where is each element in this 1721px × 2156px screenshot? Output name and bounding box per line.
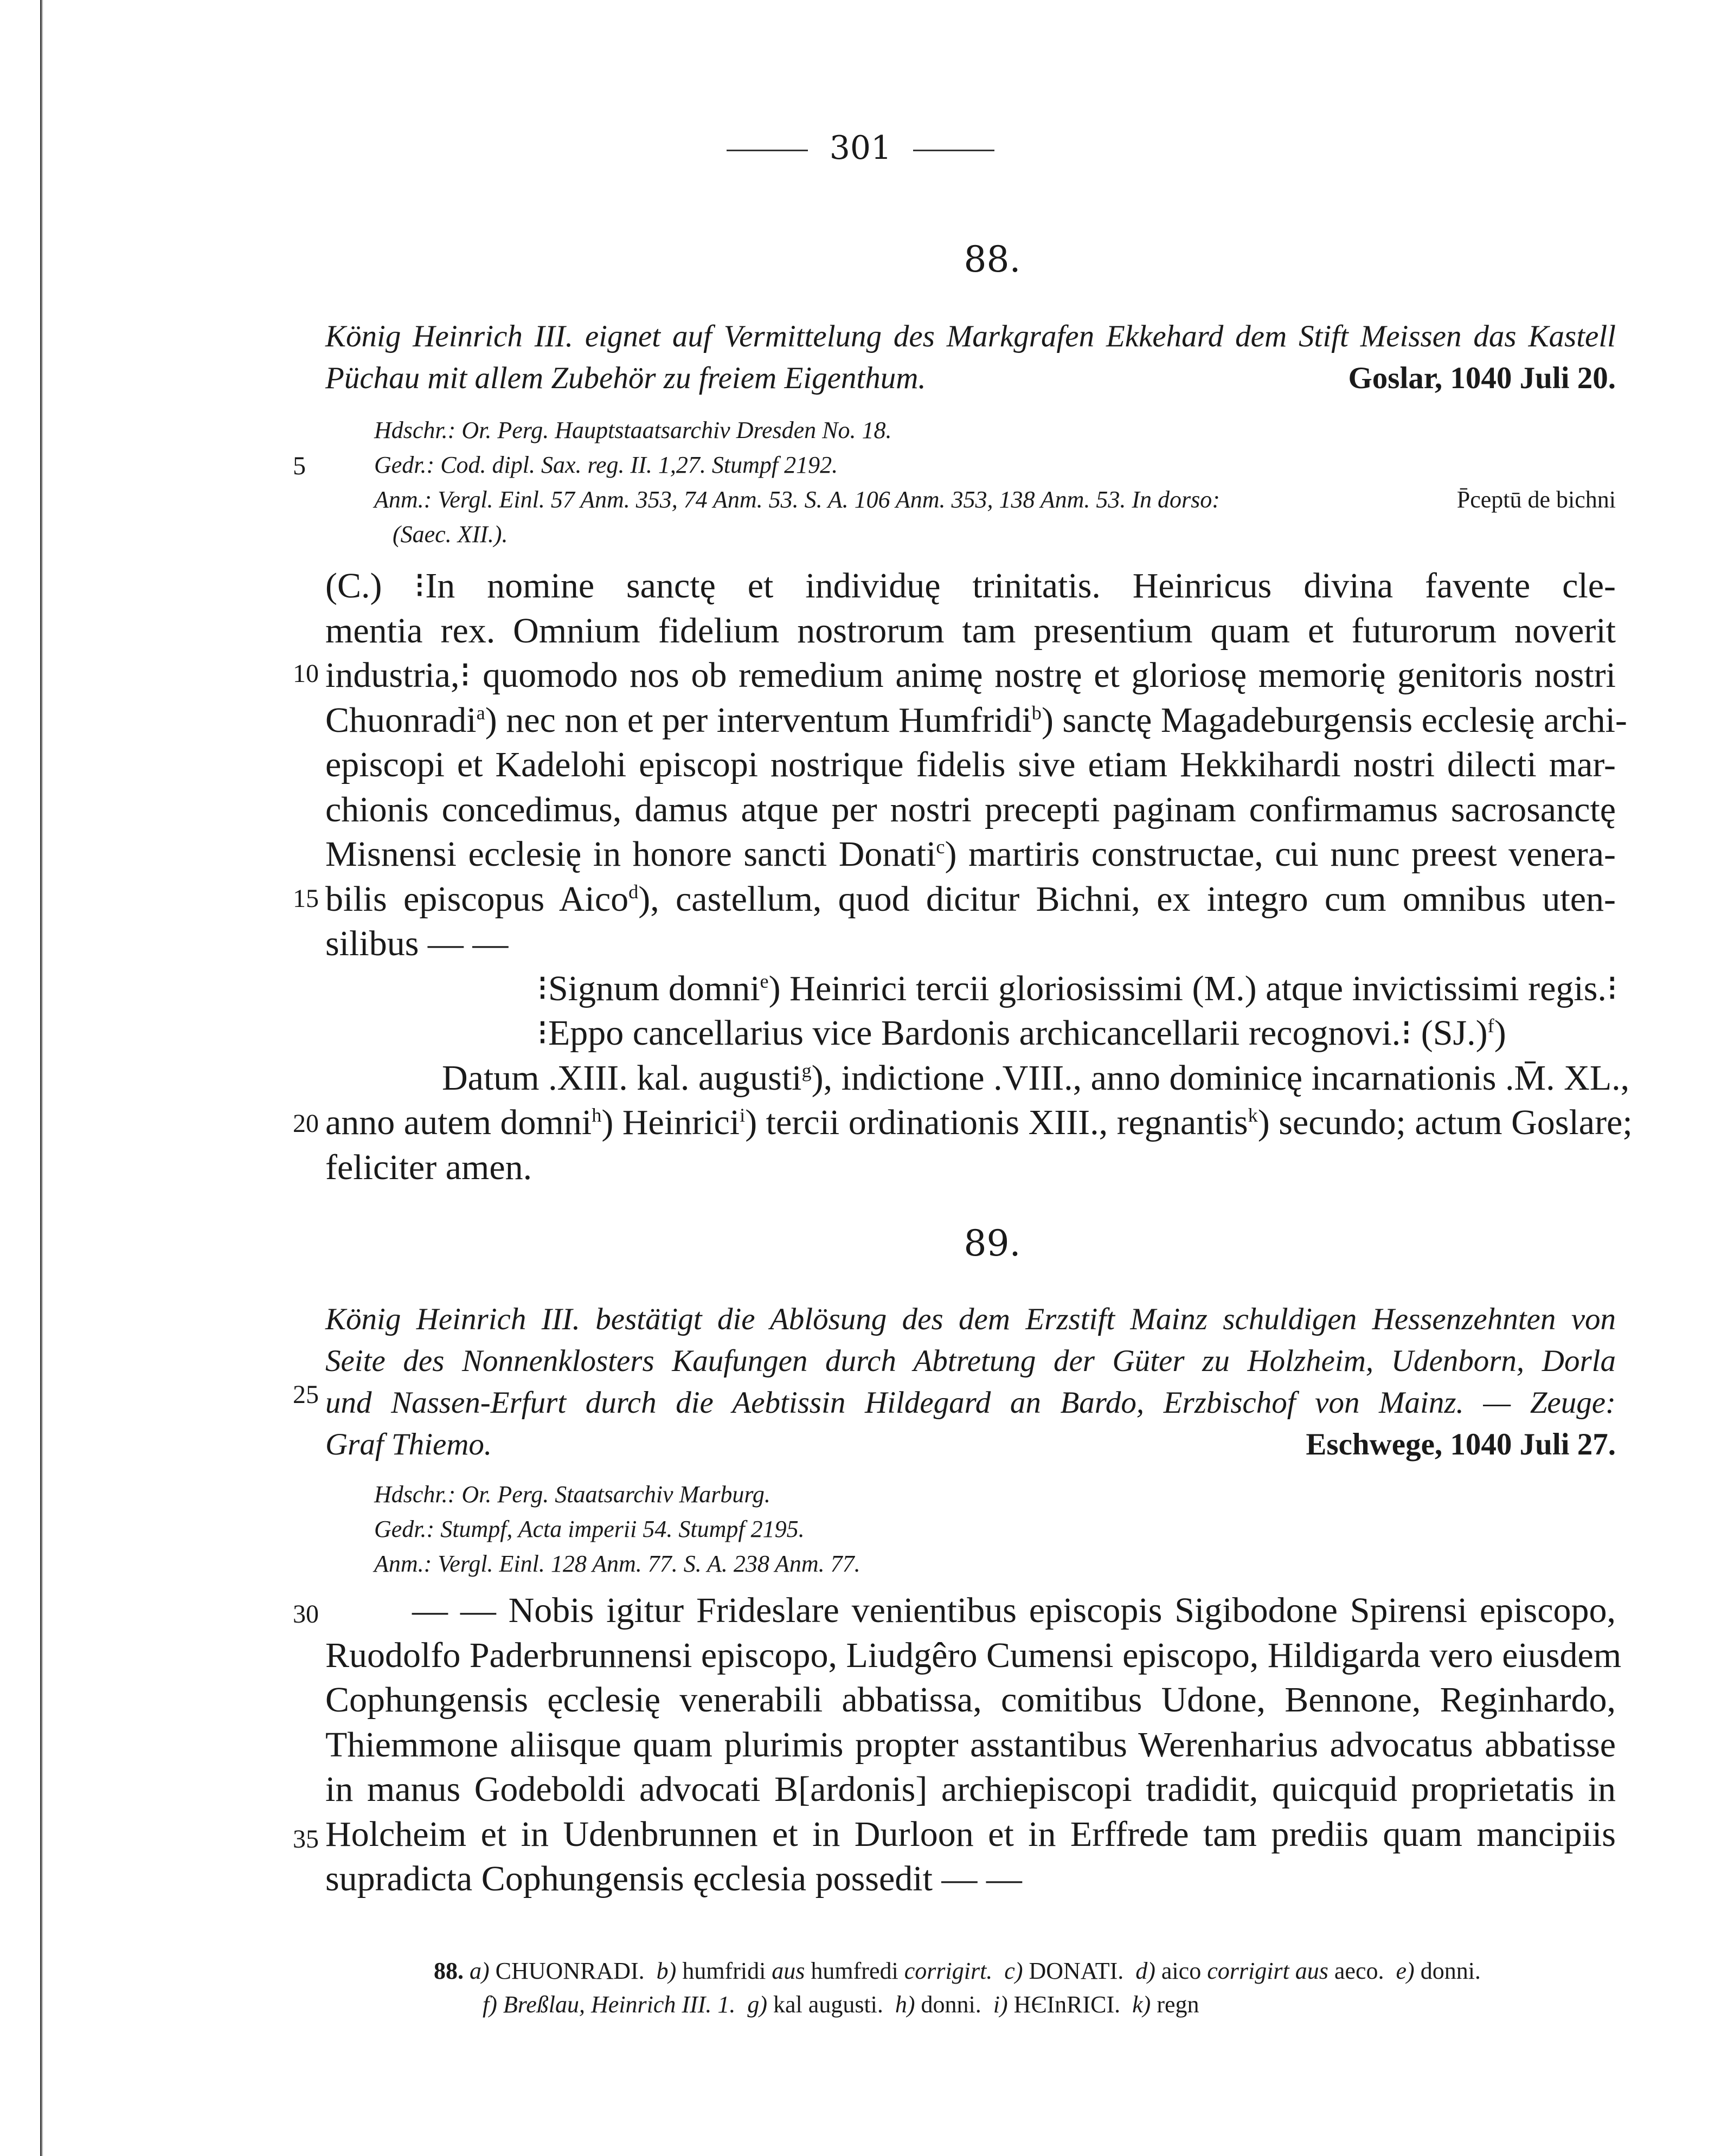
footnote-marker: b [1031, 701, 1042, 724]
regest-last-line [325, 357, 1616, 399]
text-line [325, 1056, 1630, 1101]
footnote-marker: e [760, 970, 769, 992]
page-number-dash-left [727, 150, 808, 151]
line-number: 5 [293, 452, 306, 480]
dorso-note: P̄ceptū de bichni [1456, 486, 1616, 513]
footnote-marker: h [592, 1104, 602, 1126]
text-fragment: ⁝Signum domni [537, 968, 760, 1008]
footnote-marker: a [476, 701, 485, 724]
footnote-text: humfridi [682, 1958, 766, 1984]
text-fragment: ⁝Eppo cancellarius vice Bardonis archicancellarii recognovi.⁝ (SJ.) [537, 1013, 1488, 1053]
line-number: 30 [293, 1600, 319, 1629]
text-line: — — Nobis igitur Frideslare venientibus episcopis Sigibodone Spirensi episcopo, [412, 1591, 1616, 1630]
meta-line: Gedr.: Cod. dipl. Sax. reg. II. 1,27. Stumpf 2192. [374, 452, 838, 478]
footnote-text: aus [772, 1958, 805, 1984]
line-number: 10 [293, 659, 319, 688]
text-fragment: ) tercii ordinationis XIII., regnantis [745, 1103, 1248, 1142]
footnote-label: 88. [434, 1958, 464, 1984]
line-number: 20 [293, 1109, 319, 1138]
regest-last-line [325, 1424, 1616, 1465]
text-fragment: ) sanctę Magadeburgensis ecclesię archi- [1041, 700, 1627, 740]
meta-line: Anm.: Vergl. Einl. 57 Anm. 353, 74 Anm. 53. S. A. 106 Anm. 353, 138 Anm. 53. In dorso: [374, 486, 1220, 513]
page-number-dash-right [913, 150, 994, 151]
text-line: Holcheim et in Udenbrunnen et in Durloon et in Erffrede tam prediis quam mancipiis [325, 1814, 1616, 1854]
text-line: feliciter amen. [325, 1147, 532, 1187]
text-line [325, 698, 1627, 743]
footnote-marker: d [628, 880, 639, 903]
footnote-text: aeco. [1334, 1958, 1384, 1984]
text-line: Ruodolfo Paderbrunnensi episcopo, Liudgêro Cumensi episcopo, Hildigarda vero eiusdem [325, 1635, 1622, 1675]
line-number: 35 [293, 1825, 319, 1853]
footnote-mark: b) [656, 1958, 677, 1984]
place-date: Eschwege, 1040 Juli 27. [1306, 1427, 1616, 1462]
signum-line [325, 967, 1616, 1012]
text-line: in manus Godeboldi advocati B[ardonis] archiepiscopi tradidit, quicquid proprietatis in [325, 1769, 1616, 1809]
footnote-text: kal augusti. [773, 1991, 883, 2018]
footnote-text: corrigirt. [904, 1958, 993, 1984]
recognition-line [325, 1011, 1616, 1056]
text-line: industria,⁝ quomodo nos ob remedium animę nostrę et gloriosę memorię genitoris nostri [325, 655, 1616, 695]
text-line: (C.) ⁝In nomine sanctę et individuę trinitatis. Heinricus divina favente cle- [325, 566, 1616, 606]
place-date: Goslar, 1040 Juli 20. [1348, 361, 1616, 395]
footnote-text: aico [1161, 1958, 1202, 1984]
regest-line: Seite des Nonnenklosters Kaufungen durch Abtretung der Güter zu Holzheim, Udenborn, Dorla [325, 1344, 1616, 1378]
meta-line: Hdschr.: Or. Perg. Staatsarchiv Marburg. [374, 1481, 770, 1508]
regest-line: und Nassen-Erfurt durch die Aebtissin Hildegard an Bardo, Erzbischof von Mainz. — Zeuge: [325, 1386, 1616, 1420]
text-line [325, 832, 1616, 877]
line-number: 25 [293, 1380, 319, 1409]
footnote-text: regn [1157, 1991, 1199, 2018]
footnote-mark: c) [1004, 1958, 1023, 1984]
regest-line: König Heinrich III. eignet auf Vermittelung des Markgrafen Ekkehard dem Stift Meissen das Kastell [325, 319, 1616, 353]
text-fragment: ), castellum, quod dicitur Bichni, ex integro cum omnibus uten- [638, 879, 1616, 919]
document-89-number: 89. [964, 1222, 1021, 1264]
text-line: mentia rex. Omnium fidelium nostrorum tam presentium quam et futurorum noverit [325, 610, 1616, 651]
text-line [325, 877, 1616, 922]
text-fragment: ) martiris constructae, cui nunc preest venera- [945, 834, 1616, 874]
footnote-mark: f) [483, 1991, 497, 2018]
page-number-value: 301 [829, 129, 892, 167]
footnote-mark: g) [747, 1991, 768, 2018]
page-number [0, 129, 1721, 167]
footnote-mark: d) [1135, 1958, 1155, 1984]
text-line: Cophungensis ęcclesię venerabili abbatissa, comitibus Udone, Bennone, Reginhardo, [325, 1680, 1616, 1720]
regest-line: Graf Thiemo. [325, 1427, 492, 1462]
footnote-mark: a) [470, 1958, 490, 1984]
text-fragment: ) nec non et per interventum Humfridi [485, 700, 1032, 740]
footnotes [434, 1954, 1616, 2022]
regest-line: Püchau mit allem Zubehör zu freiem Eigenthum. [325, 361, 926, 395]
footnote-text: Breßlau, Heinrich III. 1. [503, 1991, 736, 2018]
footnote-text: donni. [1420, 1958, 1481, 1984]
footnote-text: DONATI. [1029, 1958, 1124, 1984]
footnote-marker: k [1248, 1104, 1258, 1126]
meta-line: Gedr.: Stumpf, Acta imperii 54. Stumpf 2195. [374, 1516, 805, 1542]
text-fragment: Datum .XIII. kal. augusti [442, 1058, 802, 1098]
text-fragment: Chuonradi [325, 700, 477, 740]
text-fragment: ), indictione .VIII., anno dominicę incarnationis .M̄. XL., [811, 1058, 1630, 1098]
footnote-marker: i [740, 1104, 746, 1126]
meta-line: Hdschr.: Or. Perg. Hauptstaatsarchiv Dresden No. 18. [374, 417, 892, 443]
footnote-mark: k) [1132, 1991, 1151, 2018]
text-line [325, 1100, 1633, 1145]
document-88-number: 88. [964, 239, 1021, 280]
regest-line: König Heinrich III. bestätigt die Ablösung des dem Erzstift Mainz schuldigen Hessenzehnten von [325, 1302, 1616, 1336]
footnote-text: corrigirt aus [1207, 1958, 1328, 1984]
line-number: 15 [293, 884, 319, 913]
footnote-mark: h) [895, 1991, 915, 2018]
text-fragment: ) secundo; actum Goslare; [1257, 1103, 1633, 1142]
footnote-mark: e) [1396, 1958, 1415, 1984]
text-line: episcopi et Kadelohi episcopi nostrique fidelis sive etiam Hekkihardi nostri dilecti mar- [325, 745, 1616, 784]
scan-binding-edge [40, 0, 43, 2156]
footnote-text: HЄInRICI. [1013, 1991, 1121, 2018]
footnote-text: CHUONRADI. [495, 1958, 645, 1984]
footnote-marker: g [801, 1059, 812, 1082]
text-fragment: ) [1494, 1013, 1506, 1053]
meta-line: (Saec. XII.). [393, 521, 508, 548]
document-88-text [325, 564, 1633, 1190]
footnote-line [434, 1954, 1616, 1988]
document-89-text [325, 1588, 1622, 1902]
text-line: silibus — — [325, 924, 509, 963]
footnote-marker: f [1487, 1015, 1494, 1037]
footnote-mark: i) [993, 1991, 1008, 2018]
text-line: Thiemmone aliisque quam plurimis propter asstantibus Werenharius advocatus abbatisse [325, 1724, 1616, 1765]
text-fragment: ) Heinrici tercii gloriosissimi (M.) atque invictissimi regis.⁝ [768, 968, 1618, 1008]
meta-line-anm [374, 482, 1616, 517]
meta-line: Anm.: Vergl. Einl. 128 Anm. 77. S. A. 238 Anm. 77. [374, 1550, 860, 1577]
footnote-text: donni. [921, 1991, 981, 2018]
text-fragment: bilis episcopus Aico [325, 879, 629, 919]
document-88-metadata [374, 413, 1616, 552]
document-89-regest [325, 1298, 1616, 1465]
text-fragment: Misnensi ecclesię in honore sancti Donati [325, 834, 936, 874]
footnote-text: humfredi [811, 1958, 898, 1984]
text-fragment: ) Heinrici [601, 1103, 740, 1142]
text-line: chionis concedimus, damus atque per nostri precepti paginam confirmamus sacrosanctę [325, 789, 1616, 829]
document-88-regest [325, 316, 1616, 399]
text-line: supradicta Cophungensis ęcclesia possedit — — [325, 1859, 1022, 1898]
footnote-marker: c [936, 836, 945, 858]
text-fragment: anno autem domni [325, 1103, 592, 1142]
footnote-line [434, 1988, 1616, 2022]
document-89-metadata [374, 1477, 1616, 1581]
